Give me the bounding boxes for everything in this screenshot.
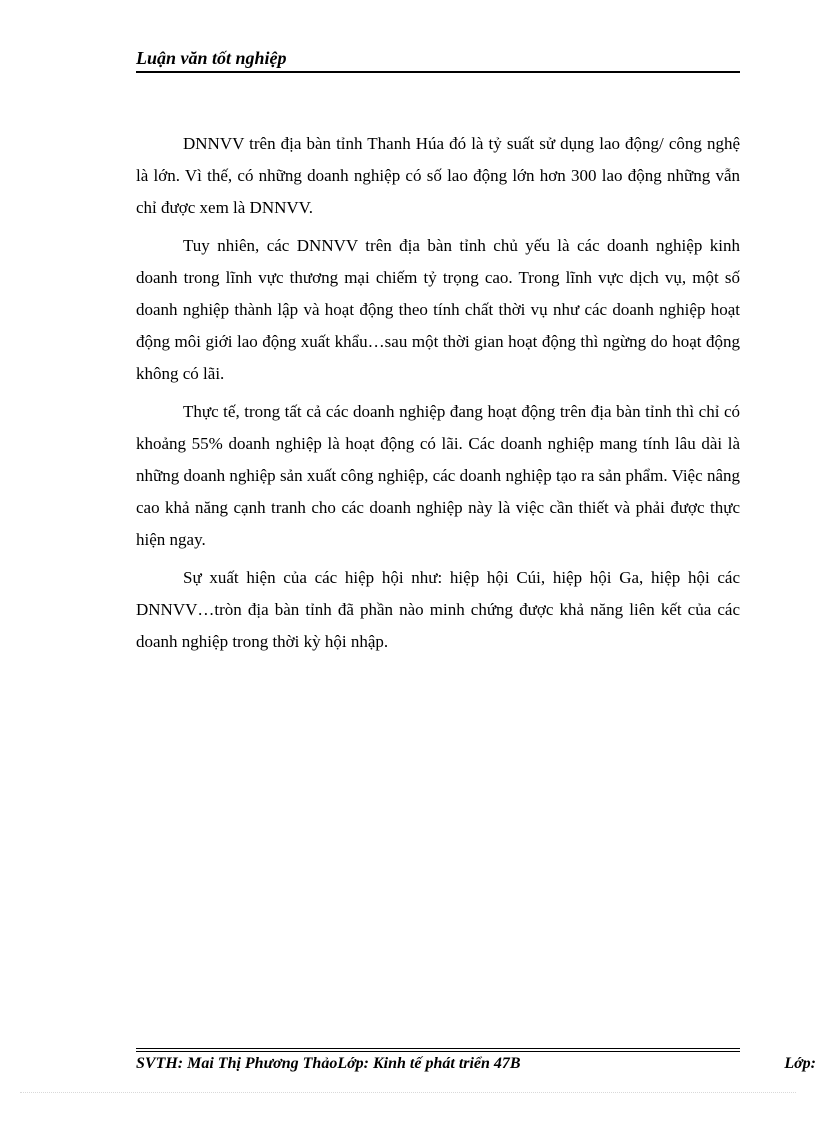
- header-title: Luận văn tốt nghiệp: [136, 48, 287, 68]
- footer-rule-top: [136, 1048, 740, 1049]
- footer-rule-bottom: [136, 1051, 740, 1052]
- paragraph-2: Tuy nhiên, các DNNVV trên địa bàn tỉnh chủ yếu là các doanh nghiệp kinh doanh trong lĩnh vực thương mại chiếm tỷ trọng cao. Trong lĩnh vực dịch vụ, một số doanh nghiệp thành lập và hoạt động theo tính chất thời vụ như các doanh nghiệp hoạt động môi giới lao động xuất khẩu…sau một thời gian hoạt động thì ngừng do hoạt động không có lãi.: [136, 236, 740, 383]
- paragraph-3: Thực tế, trong tất cả các doanh nghiệp đang hoạt động trên địa bàn tỉnh thì chỉ có khoảng 55% doanh nghiệp là hoạt động có lãi. Các doanh nghiệp mang tính lâu dài là những doanh nghiệp sản xuất công nghiệp, các doanh nghiệp tạo ra sản phẩm. Việc nâng cao khả năng cạnh tranh cho các doanh nghiệp này là việc cần thiết và phải được thực hiện ngay.: [136, 402, 740, 549]
- body-text: [136, 128, 740, 664]
- footer-class-label: Lớp:: [784, 1055, 816, 1072]
- page-bottom-dotted-line: [20, 1092, 796, 1093]
- page-header: [136, 49, 740, 73]
- footer-author: SVTH: Mai Thị Phương ThảoLớp: Kinh tế phát triển 47B: [136, 1055, 521, 1072]
- paragraph-4: Sự xuất hiện của các hiệp hội như: hiệp hội Cúi, hiệp hội Ga, hiệp hội các DNNVV…tròn địa bàn tỉnh đã phần nào minh chứng được khả năng liên kết của các doanh nghiệp trong thời kỳ hội nhập.: [136, 568, 740, 651]
- paragraph-1: DNNVV trên địa bàn tỉnh Thanh Húa đó là tỷ suất sử dụng lao động/ công nghệ là lớn. Vì thế, có những doanh nghiệp có số lao động lớn hơn 300 lao động những vẫn chỉ được xem là DNNVV.: [136, 134, 740, 217]
